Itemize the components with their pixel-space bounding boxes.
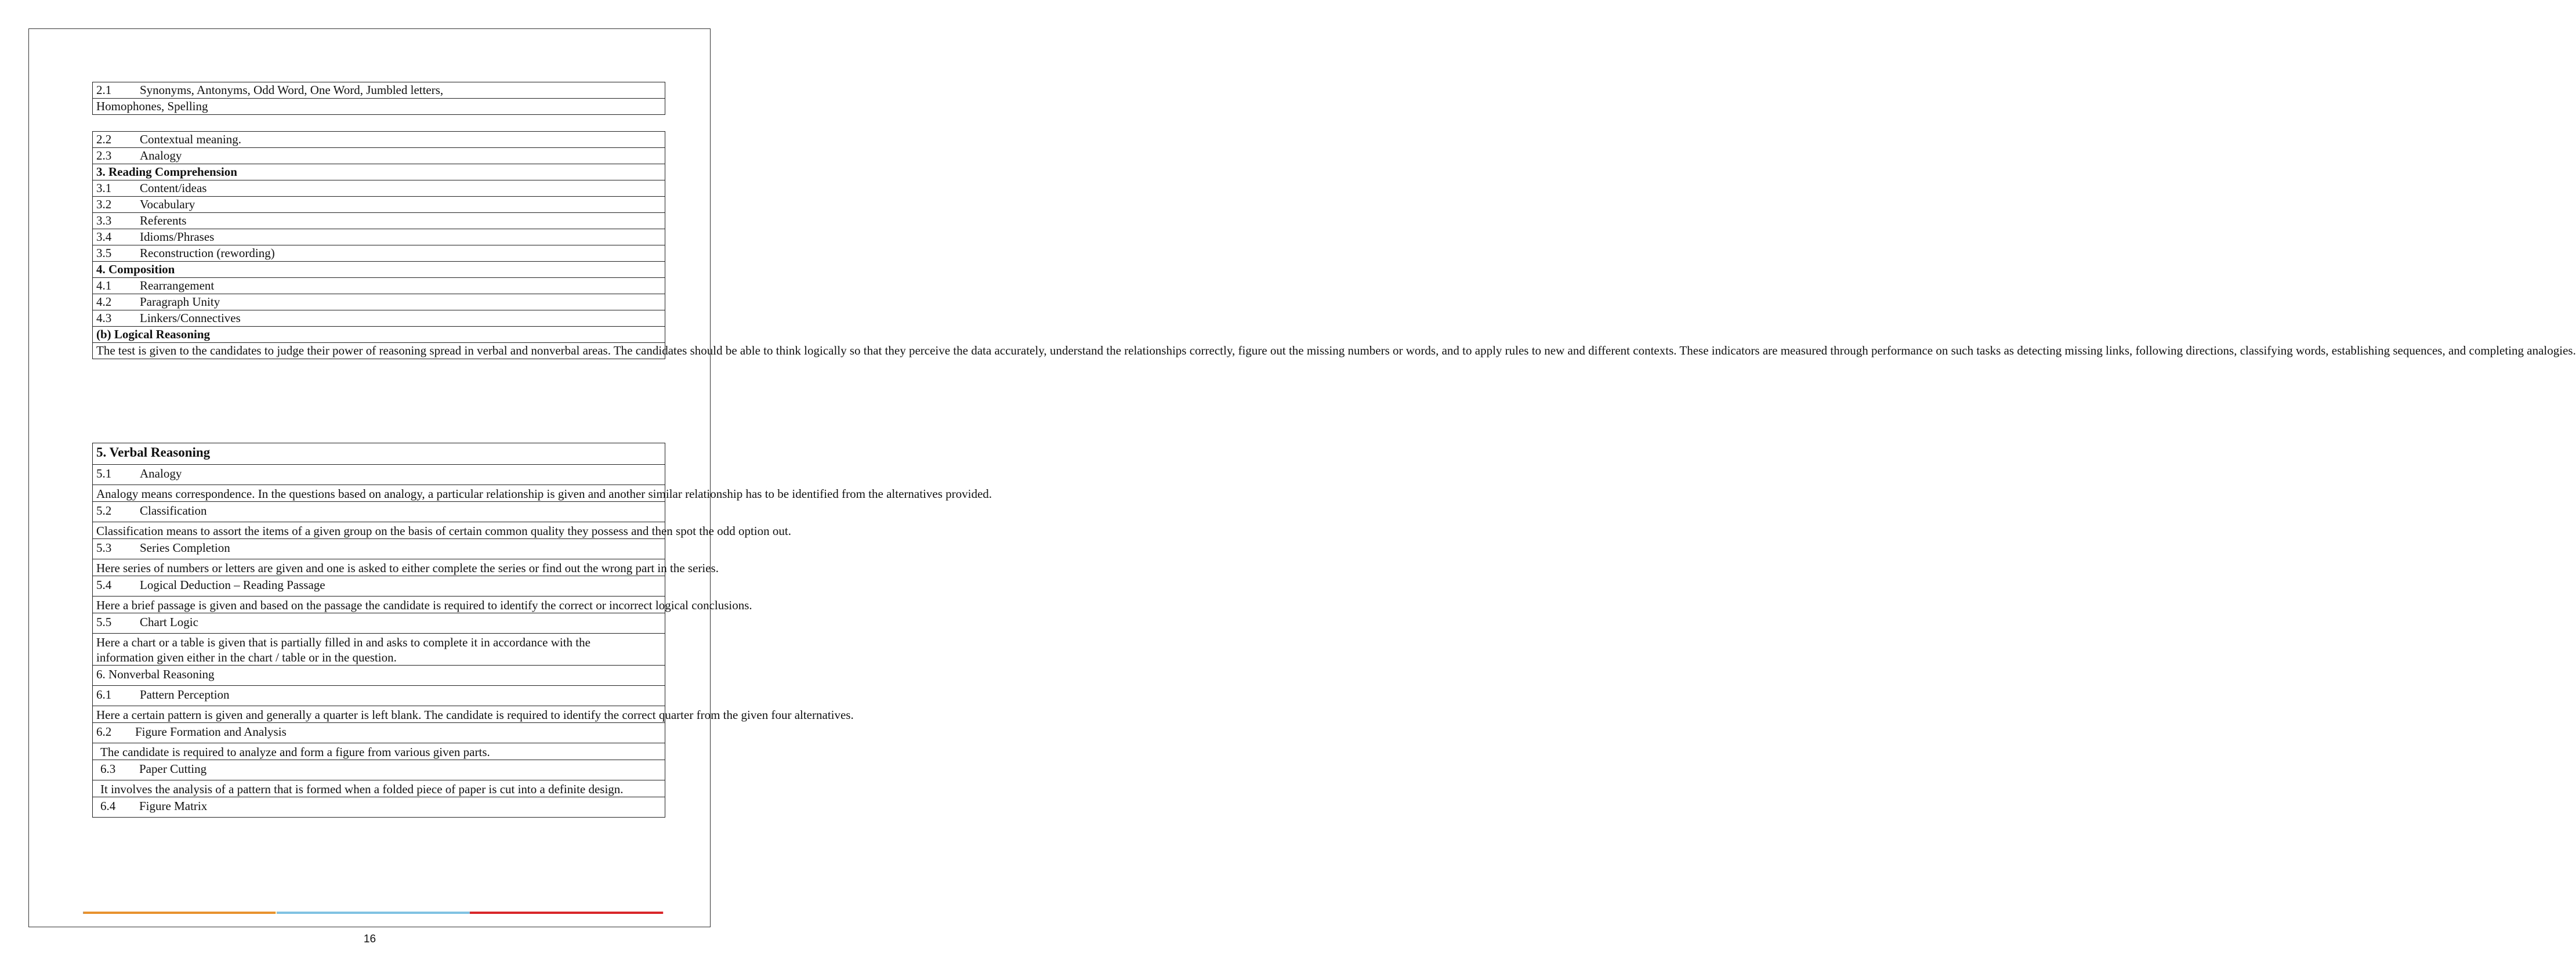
section-heading: (b) Logical Reasoning — [93, 327, 665, 343]
item-title: Logical Deduction – Reading Passage — [140, 578, 325, 592]
item-title: Figure Formation and Analysis — [135, 725, 287, 739]
item-number: 3.4 — [96, 230, 112, 244]
section-heading: 3. Reading Comprehension — [93, 164, 665, 180]
item-title: Synonyms, Antonyms, Odd Word, One Word, Jumbled letters, — [140, 83, 444, 97]
item-number: 3.3 — [96, 214, 112, 227]
section-heading: 5. Verbal Reasoning — [93, 443, 665, 465]
item-number: 6.1 — [96, 688, 112, 702]
table-row — [93, 443, 665, 465]
item-description-line: Here a chart or a table is given that is partially filled in and asks to complete it in accordance with the — [96, 635, 590, 649]
item-number: 5.4 — [96, 578, 112, 592]
item-number: 3.2 — [96, 197, 112, 211]
section-paragraph: The test is given to the candidates to judge their power of reasoning spread in verbal and nonverbal areas. The candidates should be able to think logically so that they perceive the data accurately, understand the relationships correctly, figure out the missing numbers or words, and to apply rules to new and different contexts. These indicators are measured through performance on such tasks as detecting missing links, following directions, classifying words, establishing sequences, and completing analogies. — [93, 343, 665, 359]
item-continuation: Homophones, Spelling — [93, 99, 665, 115]
table-row — [93, 278, 665, 294]
table-row — [93, 723, 665, 743]
item-title: Linkers/Connectives — [140, 311, 241, 325]
item-number: 6.3 — [100, 762, 116, 776]
table-row — [93, 539, 665, 559]
table-row — [93, 666, 665, 686]
item-description: Classification means to assort the items of a given group on the basis of certain common quality they possess and then spot the odd option out. — [93, 522, 665, 539]
footer-bar-blue — [277, 912, 470, 914]
table-row — [93, 559, 665, 576]
table-row — [93, 613, 665, 634]
table-row — [93, 780, 665, 797]
item-title: Chart Logic — [140, 615, 198, 629]
item-title: Reconstruction (rewording) — [140, 246, 275, 260]
item-number: 4.1 — [96, 279, 112, 292]
section-heading: 4. Composition — [93, 262, 665, 278]
footer-bar-red — [470, 912, 663, 914]
table-row — [93, 99, 665, 115]
item-title: Analogy — [140, 149, 182, 162]
table-row — [93, 743, 665, 760]
verbal-reasoning-table — [92, 443, 992, 818]
table-row — [93, 343, 665, 359]
table-row — [93, 148, 665, 164]
item-description: Analogy means correspondence. In the questions based on analogy, a particular relationship is given and another similar relationship has to be identified from the alternatives provided. — [93, 485, 665, 502]
table-row — [93, 229, 665, 245]
table-row — [93, 132, 665, 148]
table-row — [93, 82, 665, 99]
item-title: Referents — [140, 214, 187, 227]
item-description-line: information given either in the chart / table or in the question. — [96, 650, 397, 664]
item-description: Here series of numbers or letters are given and one is asked to either complete the series or find out the wrong part in the series. — [93, 559, 665, 576]
table-row — [93, 213, 665, 229]
item-title: Figure Matrix — [139, 799, 208, 813]
item-description — [93, 634, 665, 666]
item-number: 5.3 — [96, 541, 112, 555]
item-number: 5.5 — [96, 615, 112, 629]
table-row — [93, 164, 665, 180]
table-row — [93, 576, 665, 597]
table-row — [93, 686, 665, 706]
page-number: 16 — [363, 933, 376, 945]
item-number: 2.1 — [96, 83, 112, 97]
table-row — [93, 245, 665, 262]
item-number: 5.2 — [96, 504, 112, 518]
item-description: It involves the analysis of a pattern that is formed when a folded piece of paper is cut into a definite design. — [93, 780, 665, 797]
table-row — [93, 485, 665, 502]
item-title: Pattern Perception — [140, 688, 230, 702]
item-number: 3.1 — [96, 181, 112, 195]
item-title: Rearrangement — [140, 279, 215, 292]
table-row — [93, 465, 665, 485]
item-title: Paragraph Unity — [140, 295, 220, 309]
table-row — [93, 502, 665, 522]
table-row — [93, 197, 665, 213]
item-number: 5.1 — [96, 467, 112, 480]
item-number: 4.3 — [96, 311, 112, 325]
table-row — [93, 180, 665, 197]
section-heading: 6. Nonverbal Reasoning — [93, 666, 665, 686]
item-number: 6.2 — [96, 725, 112, 739]
item-title: Vocabulary — [140, 197, 195, 211]
item-title: Content/ideas — [140, 181, 207, 195]
syllabus-table-top — [92, 82, 665, 115]
item-title: Classification — [140, 504, 207, 518]
table-row — [93, 294, 665, 310]
table-row — [93, 597, 665, 613]
table-row — [93, 797, 665, 818]
item-title: Series Completion — [140, 541, 230, 555]
table-row — [93, 634, 665, 666]
item-description: Here a brief passage is given and based on the passage the candidate is required to identify the correct or incorrect logical conclusions. — [93, 597, 665, 613]
item-number: 6.4 — [100, 799, 116, 813]
footer-bar-orange — [83, 912, 276, 914]
table-row — [93, 760, 665, 780]
item-title: Idioms/Phrases — [140, 230, 215, 244]
item-number: 4.2 — [96, 295, 112, 309]
item-description: Here a certain pattern is given and generally a quarter is left blank. The candidate is required to identify the correct quarter from the given four alternatives. — [93, 706, 665, 723]
item-number: 2.3 — [96, 149, 112, 162]
item-title: Paper Cutting — [139, 762, 207, 776]
table-row — [93, 522, 665, 539]
table-row — [93, 310, 665, 327]
table-row — [93, 262, 665, 278]
item-number: 2.2 — [96, 132, 112, 146]
item-number: 3.5 — [96, 246, 112, 260]
syllabus-table-main — [92, 131, 2576, 359]
table-row — [93, 327, 665, 343]
item-title: Contextual meaning. — [140, 132, 241, 146]
table-row — [93, 706, 665, 723]
item-title: Analogy — [140, 467, 182, 480]
item-description: The candidate is required to analyze and form a figure from various given parts. — [93, 743, 665, 760]
